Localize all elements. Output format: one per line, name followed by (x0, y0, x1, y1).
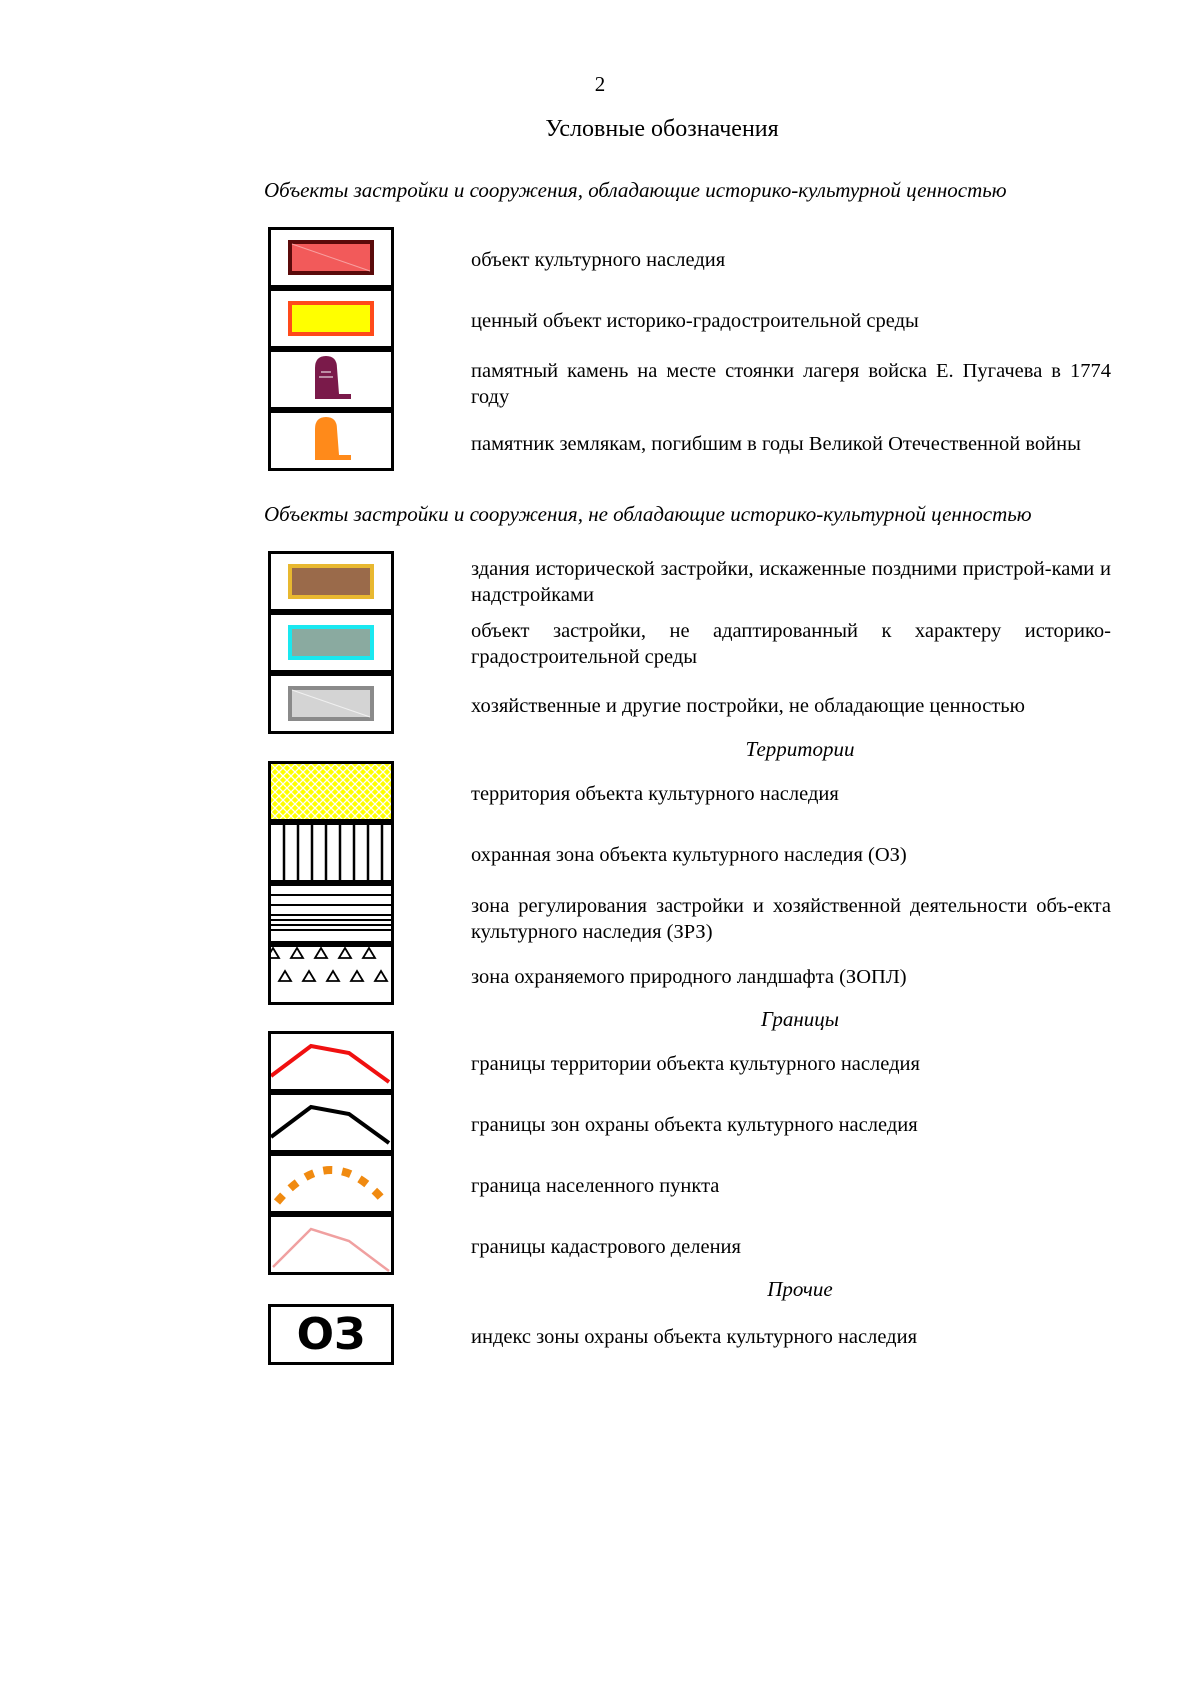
heritage-territory-symbol (268, 761, 394, 822)
legend-protection-zones-border: границы зон охраны объекта культурного наследия (471, 1114, 918, 1136)
legend-heritage-territory-border: границы территории объекта культурного наследия (471, 1053, 920, 1075)
legend-memorial-stone: памятный камень на месте стоянки лагеря войска Е. Пугачева в 1774 году (471, 360, 1111, 408)
settlement-border-symbol (268, 1153, 394, 1214)
legend-auxiliary-buildings: хозяйственные и другие постройки, не обладающие ценностью (471, 695, 1025, 717)
legend-cadastral-border: границы кадастрового деления (471, 1236, 741, 1258)
section-heading-borders: Границы (760, 1007, 839, 1031)
landscape-zone-symbol (268, 944, 394, 1005)
legend-heritage-object: объект культурного наследия (471, 249, 726, 271)
memorial-stone-symbol (268, 349, 394, 410)
legend-landscape-zone: зона охраняемого природного ландшафта (ЗОПЛ) (471, 966, 907, 988)
section-heading-territories: Территории (745, 737, 855, 761)
legend-war-monument: памятник землякам, погибшим в годы Великой Отечественной войны (471, 433, 1081, 455)
valuable-object-symbol (268, 288, 394, 349)
cadastral-border-symbol (268, 1214, 394, 1275)
distorted-buildings-symbol (268, 551, 394, 612)
legend-valuable-object: ценный объект историко-градостроительной среды (471, 310, 919, 332)
page-title: Условные обозначения (545, 116, 779, 142)
war-monument-symbol (268, 410, 394, 471)
legend-heritage-territory: территория объекта культурного наследия (471, 783, 839, 805)
legend-settlement-border: граница населенного пункта (471, 1175, 720, 1197)
section-heading-valuable: Объекты застройки и сооружения, обладающие историко-культурной ценностью (264, 178, 1007, 202)
section-heading-other: Прочие (767, 1277, 833, 1301)
regulation-zone-symbol (268, 883, 394, 944)
legend-non-adapted-object: объект застройки, не адаптированный к характеру историко-градостроительной среды (471, 620, 1111, 668)
legend-regulation-zone: зона регулирования застройки и хозяйственной деятельности объ-екта культурного наследия (ЗРЗ) (471, 895, 1111, 943)
page-number: 2 (594, 72, 606, 96)
zone-index-symbol (268, 1304, 394, 1365)
protection-zones-border-symbol (268, 1092, 394, 1153)
legend-protection-zone: охранная зона объекта культурного наследия (ОЗ) (471, 844, 907, 866)
section-heading-non-valuable: Объекты застройки и сооружения, не обладающие историко-культурной ценностью (264, 502, 1032, 526)
non-adapted-object-symbol (268, 612, 394, 673)
legend-distorted-buildings: здания исторической застройки, искаженные поздними пристрой-ками и надстройками (471, 558, 1111, 606)
heritage-territory-border-symbol (268, 1031, 394, 1092)
protection-zone-symbol (268, 822, 394, 883)
heritage-object-symbol (268, 227, 394, 288)
zone-index-label: ОЗ (296, 1309, 366, 1360)
auxiliary-buildings-symbol (268, 673, 394, 734)
legend-zone-index: индекс зоны охраны объекта культурного наследия (471, 1326, 917, 1348)
